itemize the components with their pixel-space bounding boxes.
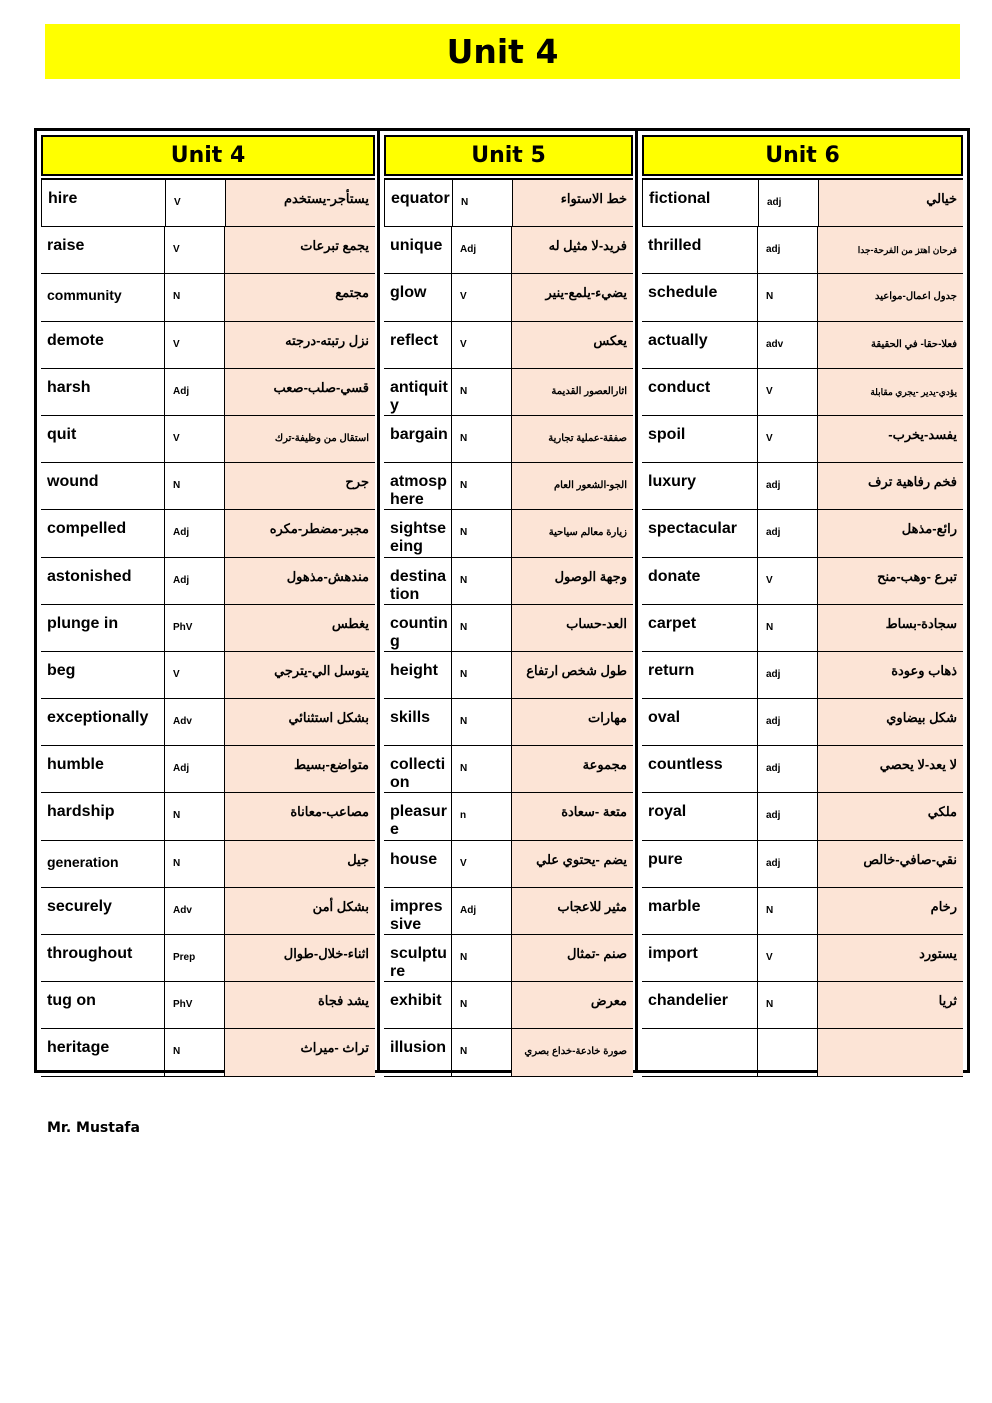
vocab-arabic-meaning: لا يعد-لا يحصي xyxy=(818,746,963,792)
vocab-row xyxy=(384,841,633,888)
vocab-row xyxy=(41,888,375,935)
vocab-row xyxy=(642,746,963,793)
vocab-word: plunge in xyxy=(41,605,165,651)
vocab-word: return xyxy=(642,652,758,698)
vocab-part-of-speech: Adv xyxy=(165,699,225,745)
vocab-word: actually xyxy=(642,322,758,368)
vocab-row xyxy=(41,227,375,274)
vocab-row xyxy=(384,322,633,369)
vocab-row xyxy=(642,322,963,369)
vocab-row xyxy=(642,180,963,227)
vocab-arabic-meaning: يجمع تبرعات xyxy=(225,227,375,273)
vocab-arabic-meaning: متواضع-بسيط xyxy=(225,746,375,792)
vocab-part-of-speech: N xyxy=(452,558,512,604)
unit-4-rows xyxy=(41,178,375,1077)
vocab-part-of-speech: adj xyxy=(759,180,819,226)
vocab-word: fictional xyxy=(643,180,759,226)
vocab-row xyxy=(41,1029,375,1076)
vocab-word: luxury xyxy=(642,463,758,509)
vocab-word: oval xyxy=(642,699,758,745)
vocab-row xyxy=(642,888,963,935)
vocab-word: raise xyxy=(41,227,165,273)
vocab-part-of-speech: V xyxy=(452,841,512,887)
vocab-part-of-speech: Adj xyxy=(452,227,512,273)
vocab-arabic-meaning: بشكل استثنائي xyxy=(225,699,375,745)
unit-5-rows xyxy=(384,178,633,1077)
vocab-arabic-meaning: فخم رفاهية ترف xyxy=(818,463,963,509)
vocab-arabic-meaning: قسي-صلب-صعب xyxy=(225,369,375,415)
vocab-arabic-meaning: يضيء-يلمع-ينير xyxy=(512,274,633,320)
unit-5-table xyxy=(377,128,640,1073)
vocab-word: humble xyxy=(41,746,165,792)
vocab-arabic-meaning: رخام xyxy=(818,888,963,934)
vocab-row xyxy=(384,558,633,605)
vocab-part-of-speech: V xyxy=(165,227,225,273)
vocab-word: bargain xyxy=(384,416,452,462)
vocab-part-of-speech: V xyxy=(758,416,818,462)
vocab-part-of-speech: V xyxy=(166,180,226,226)
vocab-part-of-speech: N xyxy=(452,1029,512,1075)
vocab-row xyxy=(41,558,375,605)
vocab-word: compelled xyxy=(41,510,165,556)
vocab-arabic-meaning: جيل xyxy=(225,841,375,887)
vocab-word: carpet xyxy=(642,605,758,651)
vocab-row xyxy=(41,369,375,416)
vocab-part-of-speech: Adj xyxy=(452,888,512,934)
vocab-arabic-meaning: مجموعة xyxy=(512,746,633,792)
vocab-part-of-speech: N xyxy=(452,699,512,745)
vocab-part-of-speech: adj xyxy=(758,746,818,792)
vocab-arabic-meaning: صورة خادعة-خداع بصري xyxy=(512,1029,633,1075)
vocab-row xyxy=(41,841,375,888)
unit-6-header xyxy=(642,135,963,176)
vocab-row xyxy=(41,652,375,699)
vocab-part-of-speech: N xyxy=(758,605,818,651)
vocab-word: pure xyxy=(642,841,758,887)
vocab-part-of-speech: V xyxy=(758,935,818,981)
vocab-arabic-meaning: الجو-الشعور العام xyxy=(512,463,633,509)
vocab-row xyxy=(642,369,963,416)
vocab-arabic-meaning: فعلا-حقا- في الحقيقة xyxy=(818,322,963,368)
vocab-arabic-meaning: خيالي xyxy=(819,180,963,226)
vocab-row xyxy=(384,888,633,935)
vocab-row xyxy=(642,841,963,888)
vocab-word: astonished xyxy=(41,558,165,604)
vocab-word: sightseeing xyxy=(384,510,452,556)
vocab-part-of-speech xyxy=(758,1029,818,1075)
vocab-arabic-meaning xyxy=(818,1029,963,1075)
vocab-row xyxy=(41,605,375,652)
vocab-arabic-meaning: نزل رتبته-درجته xyxy=(225,322,375,368)
vocab-part-of-speech: PhV xyxy=(165,605,225,651)
vocab-word: height xyxy=(384,652,452,698)
vocab-word: wound xyxy=(41,463,165,509)
vocab-arabic-meaning: يضم -يحتوي علي xyxy=(512,841,633,887)
vocab-arabic-meaning: جرح xyxy=(225,463,375,509)
unit-4-table xyxy=(34,128,382,1073)
vocab-part-of-speech: Adj xyxy=(165,558,225,604)
vocab-part-of-speech: adj xyxy=(758,227,818,273)
vocab-part-of-speech: N xyxy=(165,1029,225,1075)
vocab-row xyxy=(384,416,633,463)
vocab-arabic-meaning: مصاعب-معاناة xyxy=(225,793,375,839)
vocab-part-of-speech: N xyxy=(165,841,225,887)
vocab-word: spoil xyxy=(642,416,758,462)
vocab-arabic-meaning: مثير للاعجاب xyxy=(512,888,633,934)
vocab-word: marble xyxy=(642,888,758,934)
vocab-word: hardship xyxy=(41,793,165,839)
vocab-row xyxy=(642,982,963,1029)
vocab-row xyxy=(41,510,375,557)
vocab-arabic-meaning: ثريا xyxy=(818,982,963,1028)
vocab-word: illusion xyxy=(384,1029,452,1075)
vocab-part-of-speech: N xyxy=(452,605,512,651)
vocab-part-of-speech: adj xyxy=(758,510,818,556)
author-footer: Mr. Mustafa xyxy=(47,1120,140,1136)
vocab-word: beg xyxy=(41,652,165,698)
vocab-part-of-speech: V xyxy=(758,558,818,604)
vocab-part-of-speech: N xyxy=(758,274,818,320)
vocab-row xyxy=(41,463,375,510)
vocab-word: destination xyxy=(384,558,452,604)
vocab-word: antiquity xyxy=(384,369,452,415)
vocab-row xyxy=(384,935,633,982)
vocab-word: heritage xyxy=(41,1029,165,1075)
vocab-row xyxy=(384,1029,633,1076)
vocab-arabic-meaning: يستأجر-يستخدم xyxy=(226,180,375,226)
vocab-word: equator xyxy=(385,180,453,226)
vocab-part-of-speech: N xyxy=(452,369,512,415)
vocab-row xyxy=(642,274,963,321)
vocab-arabic-meaning: يعكس xyxy=(512,322,633,368)
vocab-arabic-meaning: يشد فجاة xyxy=(225,982,375,1028)
vocab-arabic-meaning: صفقة-عملية تجارية xyxy=(512,416,633,462)
vocab-arabic-meaning: مندهش-مذهول xyxy=(225,558,375,604)
vocab-row xyxy=(384,699,633,746)
vocab-row xyxy=(41,274,375,321)
vocab-row xyxy=(41,699,375,746)
vocab-part-of-speech: Prep xyxy=(165,935,225,981)
vocab-part-of-speech: V xyxy=(758,369,818,415)
vocab-word: unique xyxy=(384,227,452,273)
vocab-arabic-meaning: زيارة معالم سياحية xyxy=(512,510,633,556)
vocab-word: quit xyxy=(41,416,165,462)
vocab-word: donate xyxy=(642,558,758,604)
unit-6-table xyxy=(635,128,970,1073)
vocab-row xyxy=(384,227,633,274)
vocab-arabic-meaning: يؤدي-يدير -يجري مقابلة xyxy=(818,369,963,415)
vocab-part-of-speech: N xyxy=(452,982,512,1028)
vocab-row xyxy=(384,793,633,840)
vocab-word: securely xyxy=(41,888,165,934)
vocab-part-of-speech: Adj xyxy=(165,510,225,556)
vocab-arabic-meaning: متعة -سعادة xyxy=(512,793,633,839)
vocab-row xyxy=(642,605,963,652)
vocab-part-of-speech: N xyxy=(452,652,512,698)
vocab-part-of-speech: adv xyxy=(758,322,818,368)
vocab-part-of-speech: adj xyxy=(758,793,818,839)
vocab-part-of-speech: adj xyxy=(758,699,818,745)
vocab-arabic-meaning: العد-حساب xyxy=(512,605,633,651)
vocab-word: reflect xyxy=(384,322,452,368)
vocab-arabic-meaning: مجتمع xyxy=(225,274,375,320)
vocab-row xyxy=(384,652,633,699)
vocab-arabic-meaning: رائع-مذهل xyxy=(818,510,963,556)
vocab-part-of-speech: Adj xyxy=(165,369,225,415)
vocab-arabic-meaning: شكل بيضاوي xyxy=(818,699,963,745)
vocab-word: hire xyxy=(42,180,166,226)
unit-6-rows xyxy=(642,178,963,1077)
vocab-part-of-speech: N xyxy=(165,793,225,839)
vocab-word xyxy=(642,1029,758,1075)
vocab-part-of-speech: N xyxy=(452,746,512,792)
vocab-word: glow xyxy=(384,274,452,320)
vocab-part-of-speech: n xyxy=(452,793,512,839)
vocab-part-of-speech: N xyxy=(452,463,512,509)
vocab-row xyxy=(642,652,963,699)
vocab-row xyxy=(642,227,963,274)
vocab-row xyxy=(384,180,633,227)
vocab-word: chandelier xyxy=(642,982,758,1028)
unit-4-header xyxy=(41,135,375,176)
vocab-word: atmosphere xyxy=(384,463,452,509)
vocab-row xyxy=(642,463,963,510)
vocab-word: thrilled xyxy=(642,227,758,273)
vocab-arabic-meaning: ملكي xyxy=(818,793,963,839)
vocab-row xyxy=(642,935,963,982)
vocab-word: exceptionally xyxy=(41,699,165,745)
vocab-row xyxy=(384,369,633,416)
vocab-part-of-speech: V xyxy=(452,322,512,368)
vocab-arabic-meaning: سجادة-بساط xyxy=(818,605,963,651)
vocab-arabic-meaning: معرض xyxy=(512,982,633,1028)
vocab-row xyxy=(41,322,375,369)
vocab-row xyxy=(41,935,375,982)
vocab-row xyxy=(41,180,375,227)
unit-5-title: Unit 5 xyxy=(471,143,546,168)
vocab-part-of-speech: N xyxy=(165,463,225,509)
title-banner xyxy=(45,24,960,79)
vocab-word: countless xyxy=(642,746,758,792)
vocab-part-of-speech: V xyxy=(452,274,512,320)
vocab-row xyxy=(384,605,633,652)
vocab-row xyxy=(642,699,963,746)
vocab-word: import xyxy=(642,935,758,981)
vocab-arabic-meaning: جدول اعمال-مواعيد xyxy=(818,274,963,320)
vocab-part-of-speech: V xyxy=(165,652,225,698)
vocab-part-of-speech: N xyxy=(452,935,512,981)
vocab-arabic-meaning: تبرع -وهب-منح xyxy=(818,558,963,604)
vocab-row xyxy=(41,746,375,793)
vocab-row xyxy=(642,793,963,840)
vocab-word: pleasure xyxy=(384,793,452,839)
vocab-arabic-meaning: ذهاب وعودة xyxy=(818,652,963,698)
vocab-part-of-speech: N xyxy=(452,510,512,556)
vocab-arabic-meaning: مجبر-مضطر-مكره xyxy=(225,510,375,556)
vocab-part-of-speech: N xyxy=(758,888,818,934)
vocab-arabic-meaning: تراث -ميراث xyxy=(225,1029,375,1075)
vocab-row xyxy=(384,510,633,557)
vocab-word: throughout xyxy=(41,935,165,981)
vocab-word: sculpture xyxy=(384,935,452,981)
vocab-row xyxy=(642,558,963,605)
vocab-part-of-speech: N xyxy=(452,416,512,462)
vocab-part-of-speech: Adj xyxy=(165,746,225,792)
vocab-row xyxy=(41,793,375,840)
vocab-word: demote xyxy=(41,322,165,368)
vocab-arabic-meaning: صنم -تمثال xyxy=(512,935,633,981)
vocab-arabic-meaning: اثناء-خلال-طوال xyxy=(225,935,375,981)
vocab-word: schedule xyxy=(642,274,758,320)
vocab-part-of-speech: adj xyxy=(758,841,818,887)
vocab-part-of-speech: V xyxy=(165,416,225,462)
vocab-arabic-meaning: يغطس xyxy=(225,605,375,651)
vocab-word: collection xyxy=(384,746,452,792)
vocab-part-of-speech: adj xyxy=(758,463,818,509)
vocab-row xyxy=(384,746,633,793)
page-title: Unit 4 xyxy=(446,32,559,71)
vocab-arabic-meaning: يفسد-يخرب- xyxy=(818,416,963,462)
vocab-arabic-meaning: طول شخص ارتفاع xyxy=(512,652,633,698)
vocab-part-of-speech: N xyxy=(758,982,818,1028)
vocab-word: exhibit xyxy=(384,982,452,1028)
vocab-row xyxy=(642,510,963,557)
vocab-word: spectacular xyxy=(642,510,758,556)
vocab-row xyxy=(384,982,633,1029)
vocab-word: harsh xyxy=(41,369,165,415)
vocab-row xyxy=(41,416,375,463)
vocab-part-of-speech: V xyxy=(165,322,225,368)
vocab-part-of-speech: adj xyxy=(758,652,818,698)
vocab-word: tug on xyxy=(41,982,165,1028)
vocab-part-of-speech: Adv xyxy=(165,888,225,934)
vocab-row xyxy=(642,1029,963,1076)
vocab-row xyxy=(642,416,963,463)
vocab-part-of-speech: PhV xyxy=(165,982,225,1028)
vocab-arabic-meaning: مهارات xyxy=(512,699,633,745)
vocab-arabic-meaning: اثارالعصور القديمة xyxy=(512,369,633,415)
vocab-arabic-meaning: نقي-صافي-خالص xyxy=(818,841,963,887)
unit-6-title: Unit 6 xyxy=(765,143,840,168)
vocab-word: impressive xyxy=(384,888,452,934)
vocab-arabic-meaning: يستورد xyxy=(818,935,963,981)
vocab-arabic-meaning: وجهة الوصول xyxy=(512,558,633,604)
vocab-word: generation xyxy=(41,841,165,887)
vocab-arabic-meaning: فرحان اهتز من الفرحة-جدا xyxy=(818,227,963,273)
vocab-word: conduct xyxy=(642,369,758,415)
vocab-word: skills xyxy=(384,699,452,745)
vocab-word: counting xyxy=(384,605,452,651)
vocab-word: house xyxy=(384,841,452,887)
vocab-arabic-meaning: فريد-لا مثيل له xyxy=(512,227,633,273)
vocab-arabic-meaning: استقال من وظيفة-ترك xyxy=(225,416,375,462)
vocab-row xyxy=(41,982,375,1029)
vocab-arabic-meaning: بشكل أمن xyxy=(225,888,375,934)
vocab-row xyxy=(384,274,633,321)
vocab-part-of-speech: N xyxy=(453,180,513,226)
vocab-arabic-meaning: يتوسل الي-يترجي xyxy=(225,652,375,698)
vocab-word: royal xyxy=(642,793,758,839)
vocab-arabic-meaning: خط الاستواء xyxy=(513,180,633,226)
vocab-part-of-speech: N xyxy=(165,274,225,320)
vocab-row xyxy=(384,463,633,510)
vocab-word: community xyxy=(41,274,165,320)
unit-4-title: Unit 4 xyxy=(170,143,246,168)
unit-5-header xyxy=(384,135,633,176)
